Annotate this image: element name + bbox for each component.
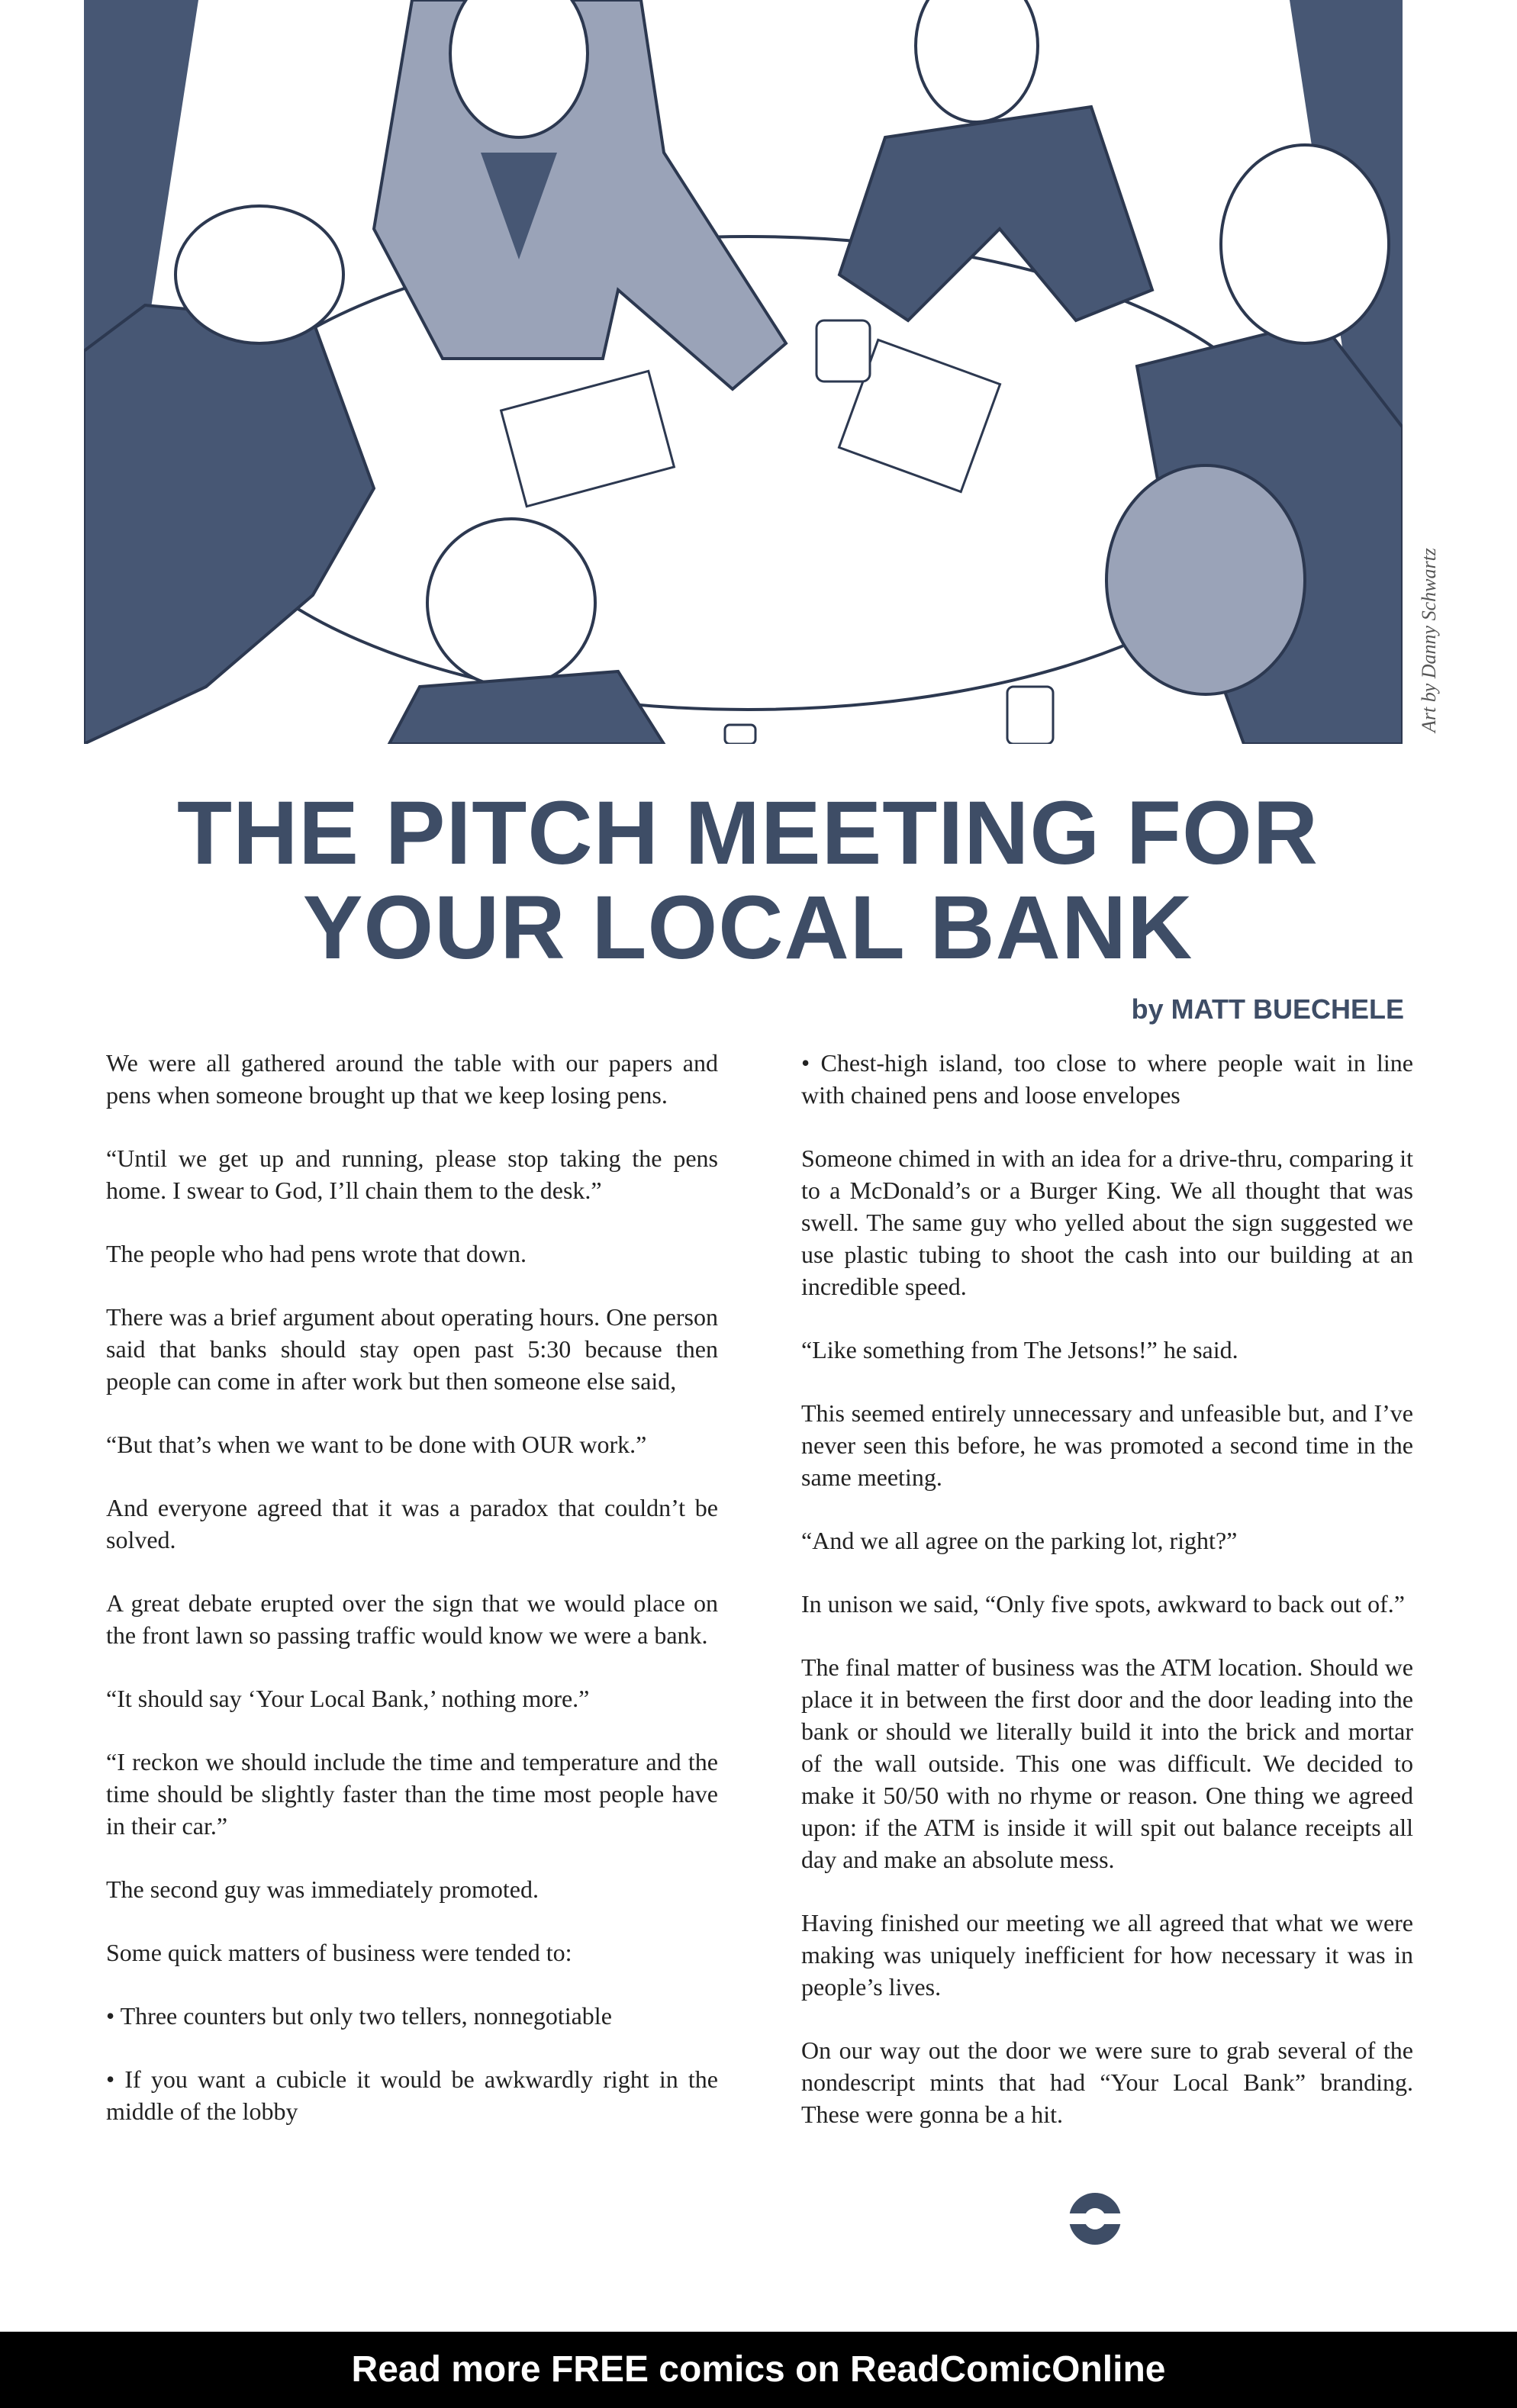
- bullet-item: • Chest-high island, too close to where people wait in line with chained pens and loose envelopes: [801, 1049, 1413, 1109]
- paragraph: The second guy was immediately promoted.: [106, 1875, 539, 1903]
- paragraph: This seemed entirely unnecessary and unfeasible but, and I’ve never seen this before, he was promoted a second time in the same meeting.: [801, 1399, 1413, 1491]
- paragraph: Someone chimed in with an idea for a drive-thru, comparing it to a McDonald’s or a Burger King. We all thought that was swell. The same guy who yelled about the sign suggested we use plastic tubing to shoot the cash into our building at an incredible speed.: [801, 1144, 1413, 1300]
- byline: by MATT BUECHELE: [1131, 993, 1404, 1025]
- paragraph: “But that’s when we want to be done with OUR work.”: [106, 1431, 647, 1458]
- paragraph: Having finished our meeting we all agreed that what we were making was uniquely inefficient for how necessary it was in people’s lives.: [801, 1909, 1413, 2001]
- paragraph: “Until we get up and running, please stop taking the pens home. I swear to God, I’ll chain them to the desk.”: [106, 1144, 718, 1204]
- paragraph: On our way out the door we were sure to grab several of the nondescript mints that had “Your Local Bank” branding. These were gonna be a hit.: [801, 2036, 1413, 2128]
- right-column: [801, 1047, 1413, 2162]
- bullet-item: • If you want a cubicle it would be awkwardly right in the middle of the lobby: [106, 2065, 718, 2125]
- paragraph: We were all gathered around the table with our papers and pens when someone brought up that we keep losing pens.: [106, 1049, 718, 1109]
- paragraph: “It should say ‘Your Local Bank,’ nothing more.”: [106, 1685, 590, 1712]
- meeting-table-illustration: [84, 0, 1403, 744]
- bullet-item: • Three counters but only two tellers, nonnegotiable: [106, 2002, 612, 2030]
- paragraph: “I reckon we should include the time and temperature and the time should be slightly faster than the time most people have in their car.”: [106, 1748, 718, 1840]
- paragraph: A great debate erupted over the sign that we would place on the front lawn so passing traffic would know we were a bank.: [106, 1589, 718, 1649]
- end-mark-icon: [1064, 2188, 1126, 2249]
- left-column: [106, 1047, 718, 2159]
- art-credit: Art by Danny Schwartz: [1418, 548, 1440, 732]
- footer-banner[interactable]: Read more FREE comics on ReadComicOnline: [0, 2332, 1517, 2408]
- paragraph: There was a brief argument about operating hours. One person said that banks should stay open past 5:30 because then people can come in after work but then someone else said,: [106, 1303, 718, 1395]
- paragraph: Some quick matters of business were tended to:: [106, 1939, 572, 1966]
- paragraph: In unison we said, “Only five spots, awkward to back out of.”: [801, 1590, 1405, 1618]
- illustration-drawing: [84, 0, 1403, 744]
- paragraph: The people who had pens wrote that down.: [106, 1240, 527, 1267]
- paragraph: And everyone agreed that it was a paradox that couldn’t be solved.: [106, 1494, 718, 1553]
- paragraph: “Like something from The Jetsons!” he said.: [801, 1336, 1238, 1363]
- paragraph: “And we all agree on the parking lot, right?”: [801, 1527, 1238, 1554]
- paragraph: The final matter of business was the ATM location. Should we place it in between the first door and the door leading into the bank or should we literally build it into the brick and mortar of the wall outside. This one was difficult. We decided to make it 50/50 with no rhyme or reason. One thing we agreed upon: if the ATM is inside it will spit out balance receipts all day and make an absolute mess.: [801, 1653, 1413, 1873]
- article-title: THE PITCH MEETING FOR YOUR LOCAL BANK: [177, 783, 1319, 978]
